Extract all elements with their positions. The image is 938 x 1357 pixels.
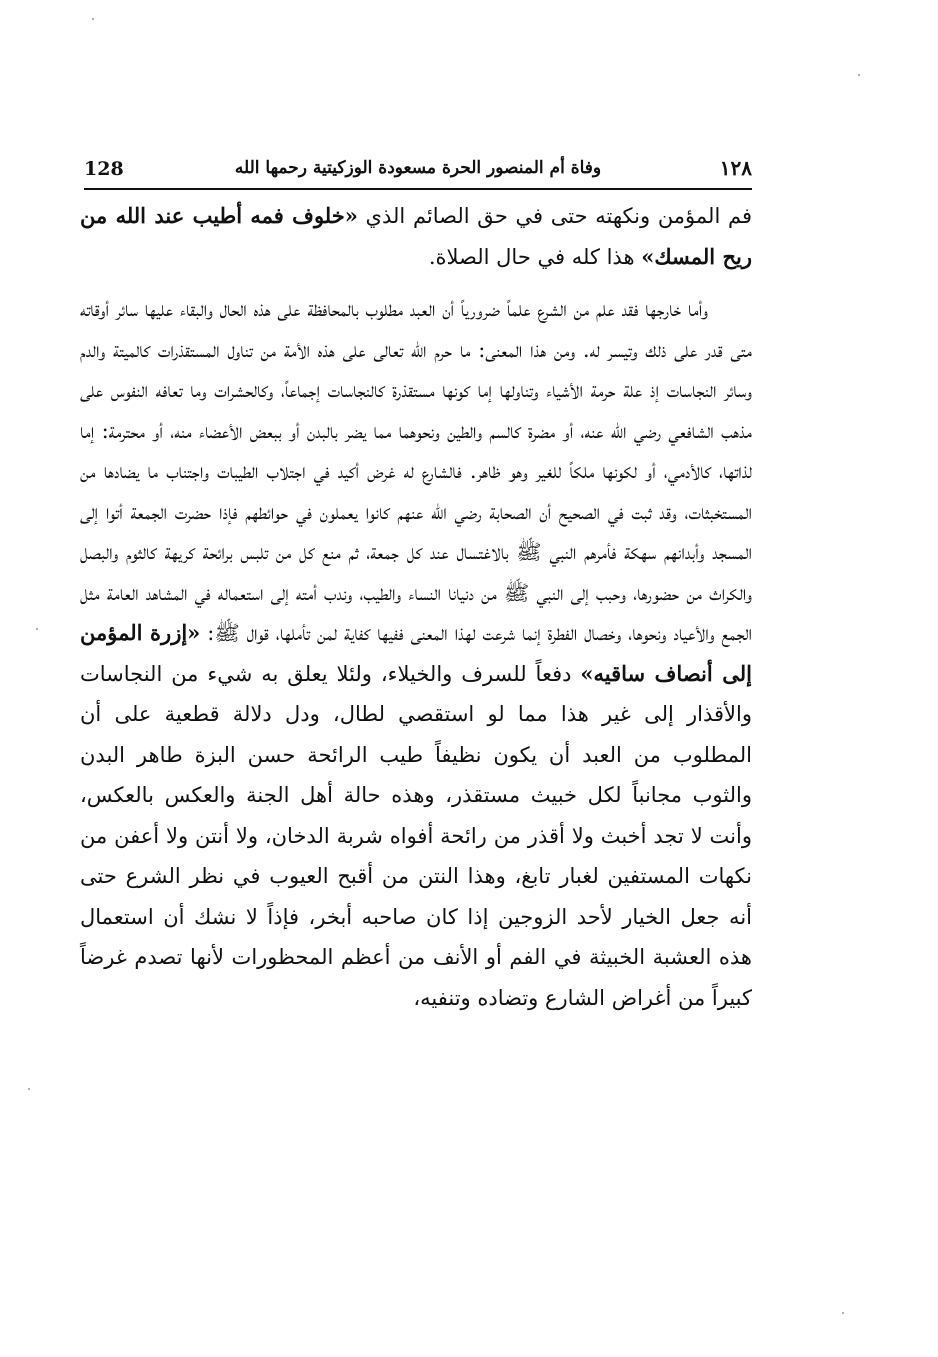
- page-number-latin: 128: [84, 158, 124, 180]
- hadith-quote: «إزرة المؤمن إلى أنصاف ساقيه»: [80, 620, 752, 686]
- scan-speck: [92, 18, 94, 20]
- paragraph-main: [80, 289, 752, 1018]
- scan-speck: [36, 628, 38, 630]
- paragraph-text: دفعاً للسرف والخيلاء، ولئلا يعلق به شيء من النجاسات والأقذار إلى غير هذا مما لو استقصي لطال، ودل دلالة قطعية على أن المطلوب من العبد أن يكون نظيفاً طيب الرائحة حسن البزة طاهر البدن والثوب مجانباً لكل خبيث مستقذر، وهذه حالة أهل الجنة والعكس بالعكس، وأنت لا تجد أخبث ولا أقذر من رائحة أفواه شربة الدخان، ولا أنتن ولا أعفن من نكهات المستفين لغبار تابغ، وهذا النتن من أقبح العيوب في نظر الشرع حتى أنه جعل الخيار لأحد الزوجين إذا كان صاحبه أبخر، فإذاً لا نشك أن استعمال هذه العشبة الخبيثة في الفم أو الأنف من أعظم المحظورات لأنها تصدم غرضاً كبيراً من أغراض الشارع وتضاده وتنفيه،: [80, 661, 752, 1010]
- scan-speck: [28, 1088, 30, 1090]
- page-body: [80, 196, 752, 1018]
- running-header: [84, 150, 752, 190]
- paragraph-text: هذا كله في حال الصلاة.: [428, 244, 642, 269]
- page-number-arabic: ١٢٨: [719, 156, 752, 180]
- scan-speck: [858, 74, 860, 76]
- paragraph-text: وأما خارجها فقد علم من الشرع علماً ضرورياً أن العبد مطلوب بالمحافظة على هذه الحال والبقاء عليها سائر أوقاته متى قدر على ذلك وتيسر له. ومن هذا المعنى: ما حرم الله تعالى على هذه الأمة من تناول المستقذرات كالميتة والدم وسائر النجاسات إذ علة حرمة الأشياء وتناولها إما كونها مستقذرة كالنجاسات إجماعاً، وكالحشرات وما تعافه النفوس على مذهب الشافعي رضي الله عنه، أو مضرة كالسم والطين ونحوهما مما يضر بالبدن أو ببعض الأعضاء منه، أو محترمة: إما لذاتها، كالأدمي، أو لكونها ملكاً للغير وهو ظاهر. فالشارع له غرض أكيد في اجتلاب الطيبات واجتناب ما يضادها من المستخبثات، وقد ثبت في الصحيح أن الصحابة رضي الله عنهم كانوا يعملون في حوائطهم فإذا حضرت الجمعة أتوا إلى المسجد وأبدانهم سهكة فأمرهم النبي ﷺ بالاغتسال عند كل جمعة، ثم منع كل من تلبس برائحة كريهة كالثوم والبصل والكراث من حضورها، وحبب إلى النبي ﷺ من دنيانا النساء والطيب، وندب أمته إلى استعماله في المشاهد العامة مثل الجمع والأعياد ونحوها، وخصال الفطرة إنما شرعت لهذا المعنى ففيها كفاية لمن تأملها، قوال ﷺ:: [80, 297, 752, 645]
- header-rule: [84, 188, 752, 190]
- paragraph-continuation: [80, 196, 752, 277]
- scan-speck: [842, 1312, 844, 1314]
- hadith-quote: «خلوف فمه أطيب عند الله من ريح المسك»: [80, 203, 752, 269]
- running-title: وفاة أم المنصور الحرة مسعودة الوزكيتية رحمها الله: [234, 158, 602, 178]
- paragraph-text: فم المؤمن ونكهته حتى في حق الصائم الذي: [357, 204, 752, 228]
